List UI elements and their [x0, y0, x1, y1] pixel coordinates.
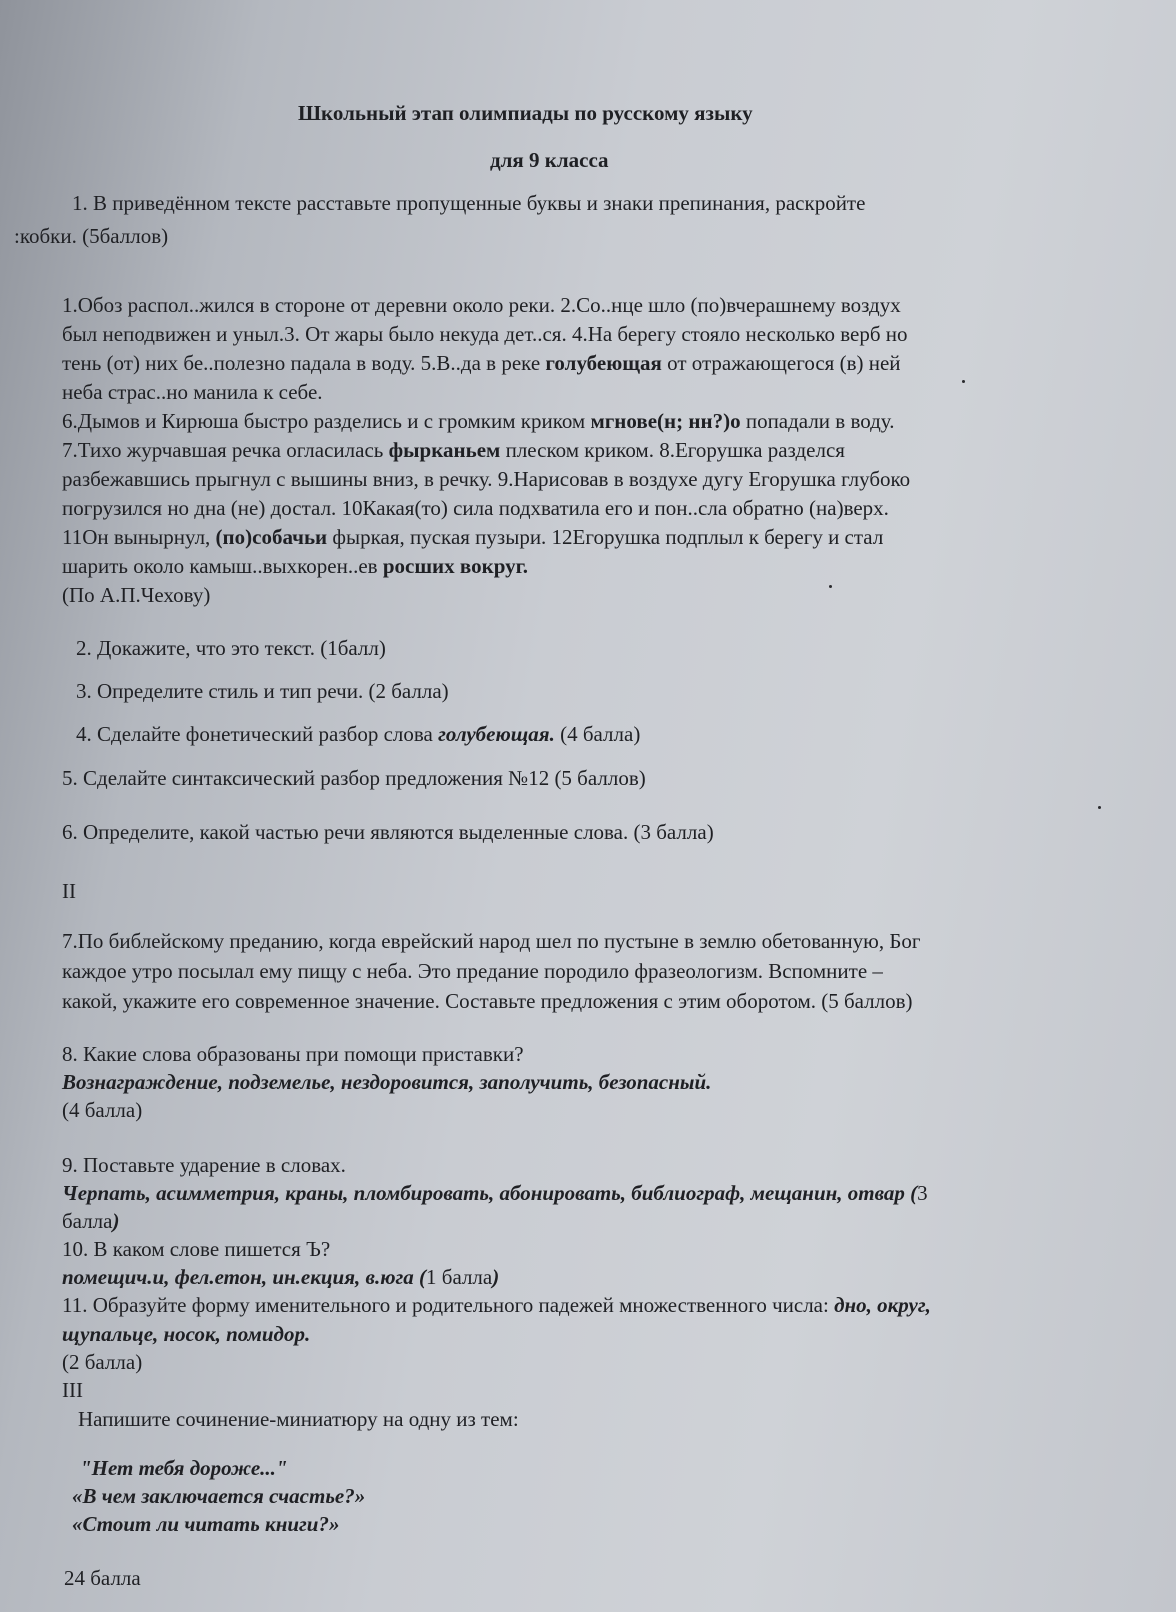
text-line: разбежавшись прыгнул с вышины вниз, в речку. 9.Нарисовав в воздухе дугу Егорушка глубоко	[62, 467, 911, 491]
task11-points: (2 балла)	[62, 1350, 143, 1374]
task11-text: 11. Образуйте форму именительного и родительного падежей множественного числа:	[62, 1293, 835, 1317]
paper-speck	[1098, 806, 1101, 809]
task10-paren: )	[492, 1265, 500, 1289]
paper-speck	[829, 585, 832, 588]
text-line	[62, 556, 528, 577]
task3: 3. Определите стиль и тип речи. (2 балла)	[76, 679, 449, 703]
task4-word: голубеющая.	[438, 722, 555, 746]
text-segment: от отражающегося (в) ней	[661, 351, 901, 375]
task10-word-list: помещич.и, фел.етон, ин.екция, в.юга (	[62, 1265, 427, 1289]
highlighted-word: (по)собачьи	[215, 525, 328, 549]
text-line	[62, 353, 901, 374]
essay-topic: «Стоит ли читать книги?»	[72, 1512, 340, 1536]
highlighted-word: мгнове(н; нн?)о	[590, 409, 741, 433]
task7-line: каждое утро посылал ему пищу с неба. Это предание породило фразеологизм. Вспомните –	[62, 959, 883, 983]
text-segment: плеском криком. 8.Егорушка разделся	[500, 438, 845, 462]
task10-words	[62, 1267, 499, 1288]
task10-question: 10. В каком слове пишется Ъ?	[62, 1237, 331, 1261]
highlighted-word: росших вокруг.	[382, 554, 529, 578]
task1-intro: 1. В приведённом тексте расставьте пропущенные буквы и знаки препинания, раскройте	[72, 191, 866, 215]
task5: 5. Сделайте синтаксический разбор предложения №12 (5 баллов)	[62, 766, 646, 790]
task8-question: 8. Какие слова образованы при помощи приставки?	[62, 1042, 524, 1066]
task9-points-cont	[62, 1211, 119, 1232]
highlighted-word: фырканьем	[388, 438, 501, 462]
task10-points: 1 балла	[426, 1265, 493, 1289]
task9-question: 9. Поставьте ударение в словах.	[62, 1153, 346, 1177]
essay-prompt: Напишите сочинение-миниатюру на одну из тем:	[78, 1407, 519, 1431]
text-segment: попадали в воду.	[740, 409, 895, 433]
text-line: 1.Обоз распол..жился в стороне от деревни около реки. 2.Со..нце шло (по)вчерашнему воздух	[62, 293, 901, 317]
text-line: был неподвижен и уныл.3. От жары было некуда дет..ся. 4.На берегу стояло несколько верб но	[62, 322, 908, 346]
task8-words: Вознаграждение, подземелье, нездоровится, заполучить, безопасный.	[62, 1070, 712, 1094]
task9-words	[62, 1183, 928, 1204]
text-line: погрузился но дна (не) достал. 10Какая(то) сила подхватила его и пон..сла обратно (на)верх.	[62, 496, 889, 520]
page-subtitle: для 9 класса	[490, 148, 609, 172]
text-segment: шарить около камыш..выхкорен..ев	[62, 554, 383, 578]
text-line: неба страс..но манила к себе.	[62, 380, 323, 404]
task9-points: 3	[917, 1181, 928, 1205]
section-number: III	[62, 1378, 83, 1402]
section-number: II	[62, 879, 76, 903]
task1-intro-cont: :кобки. (5баллов)	[14, 224, 169, 248]
text-segment: 11Он вынырнул,	[62, 525, 216, 549]
task11-words-cont: щупальце, носок, помидор.	[62, 1322, 311, 1346]
highlighted-word: голубеющая	[545, 351, 662, 375]
essay-points: 24 балла	[64, 1566, 141, 1590]
essay-topic: «В чем заключается счастье?»	[72, 1484, 366, 1508]
task9-word-list: Черпать, асимметрия, краны, пломбировать, абонировать, библиограф, мещанин, отвар (	[62, 1181, 918, 1205]
task9-paren: )	[112, 1209, 120, 1233]
task6: 6. Определите, какой частью речи являются выделенные слова. (3 балла)	[62, 820, 714, 844]
text-segment: 6.Дымов и Кирюша быстро разделись и с громким криком	[62, 409, 591, 433]
text-segment: тень (от) них бе..полезно падала в воду. 5.В..да в реке	[62, 351, 546, 375]
text-line	[62, 527, 883, 548]
text-attribution: (По А.П.Чехову)	[62, 583, 211, 607]
task7-line: какой, укажите его современное значение. Составьте предложения с этим оборотом. (5 баллов)	[62, 989, 913, 1013]
essay-topic: "Нет тебя дороже..."	[80, 1456, 288, 1480]
text-segment: 7.Тихо журчавшая речка огласилась	[62, 438, 389, 462]
task11-question	[62, 1295, 931, 1316]
text-line	[62, 440, 845, 461]
task8-points: (4 балла)	[62, 1098, 143, 1122]
task2: 2. Докажите, что это текст. (1балл)	[76, 636, 386, 660]
task4-points: (4 балла)	[554, 722, 641, 746]
task11-words: дно, округ,	[834, 1293, 931, 1317]
task9-points-unit: балла	[62, 1209, 113, 1233]
paper-speck	[962, 380, 965, 383]
task4	[76, 724, 640, 745]
text-segment: фыркая, пуская пузыри. 12Егорушка подплыл к берегу и стал	[327, 525, 884, 549]
task4-text: 4. Сделайте фонетический разбор слова	[76, 722, 439, 746]
page-title: Школьный этап олимпиады по русскому языку	[298, 101, 753, 125]
text-line	[62, 411, 894, 432]
task7-line: 7.По библейскому преданию, когда еврейский народ шел по пустыне в землю обетованную, Бог	[62, 929, 921, 953]
